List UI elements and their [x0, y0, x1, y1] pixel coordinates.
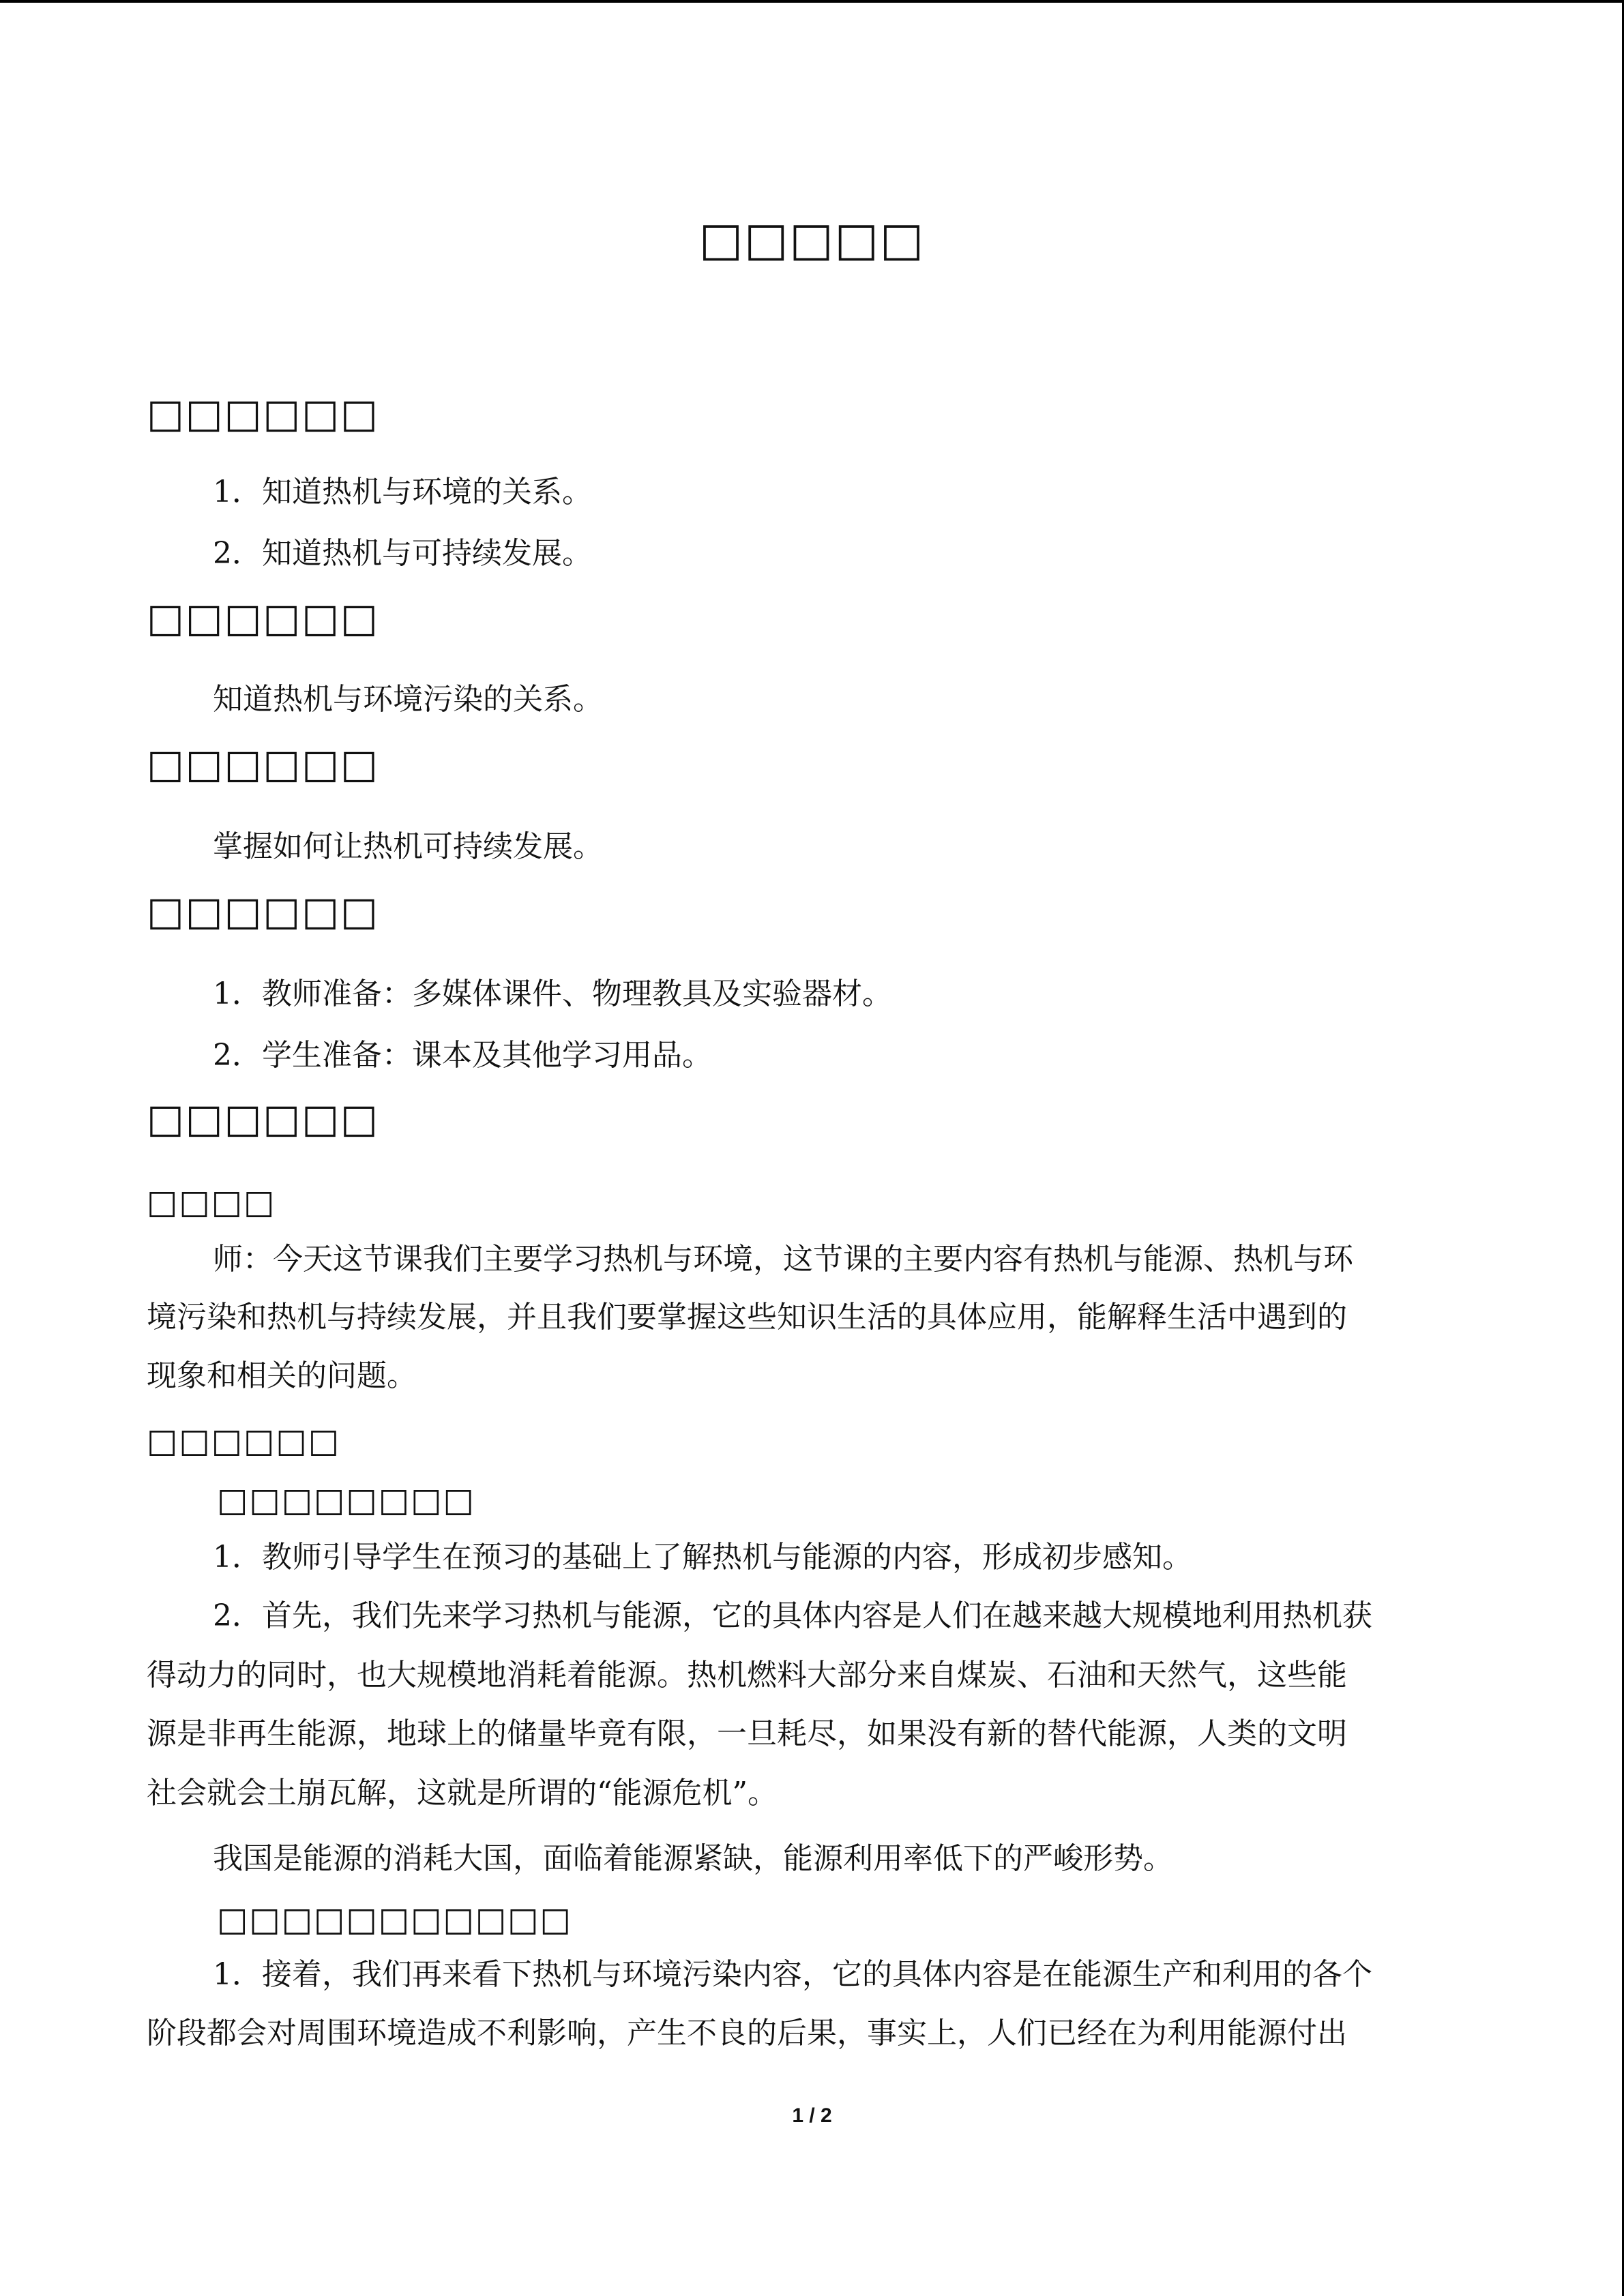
heading-part2: □□□□□□□□□□□ [217, 1900, 572, 1939]
intro-line-3: 现象和相关的问题。 [147, 1358, 417, 1393]
heading-part1: □□□□□□□□ [217, 1481, 475, 1519]
part1-line-1: 1．教师引导学生在预习的基础上了解热机与能源的内容，形成初步感知。 [213, 1540, 1192, 1575]
part2-line-2: 阶段都会对周围环境造成不利影响，产生不良的后果，事实上，人们已经在为利用能源付出 [147, 2016, 1347, 2051]
part1-line-3: 得动力的同时，也大规模地消耗着能源。热机燃料大部分来自煤炭、石油和天然气，这些能 [147, 1658, 1347, 1693]
page-top-border [0, 0, 1624, 3]
intro-line-1: 师：今天这节课我们主要学习热机与环境，这节课的主要内容有热机与能源、热机与环 [213, 1242, 1353, 1277]
heading-difficulty: □□□□□□ [147, 741, 379, 787]
intro-line-2: 境污染和热机与持续发展，并且我们要掌握这些知识生活的具体应用，能解释生活中遇到的 [147, 1300, 1347, 1335]
heading-intro: □□□□ [147, 1183, 276, 1221]
objective-item-1: 1．知道热机与环境的关系。 [213, 475, 592, 509]
heading-preparation: □□□□□□ [147, 888, 379, 934]
key-point-text: 知道热机与环境污染的关系。 [213, 682, 603, 717]
heading-process: □□□□□□ [147, 1095, 379, 1142]
document-title: □□□□□ [698, 213, 926, 267]
objective-item-2: 2．知道热机与可持续发展。 [213, 536, 592, 571]
part1-line-2: 2．首先，我们先来学习热机与能源，它的具体内容是人们在越来越大规模地利用热机获 [213, 1598, 1372, 1633]
heading-new-lesson: □□□□□□ [147, 1422, 341, 1460]
heading-objectives: □□□□□□ [147, 390, 379, 436]
page-number: 1 / 2 [792, 2104, 832, 2127]
part2-line-1: 1．接着，我们再来看下热机与环境污染内容，它的具体内容是在能源生产和利用的各个 [213, 1957, 1372, 1992]
heading-key-point: □□□□□□ [147, 595, 379, 641]
difficulty-text: 掌握如何让热机可持续发展。 [213, 829, 603, 864]
preparation-item-2: 2．学生准备：课本及其他学习用品。 [213, 1038, 712, 1073]
preparation-item-1: 1．教师准备：多媒体课件、物理教具及实验器材。 [213, 976, 892, 1011]
part1-line-5: 社会就会土崩瓦解，这就是所谓的“能源危机”。 [147, 1776, 778, 1810]
part1-line-6: 我国是能源的消耗大国，面临着能源紧缺，能源利用率低下的严峻形势。 [213, 1841, 1173, 1876]
part1-line-4: 源是非再生能源，地球上的储量毕竟有限，一旦耗尽，如果没有新的替代能源，人类的文明 [147, 1716, 1347, 1751]
